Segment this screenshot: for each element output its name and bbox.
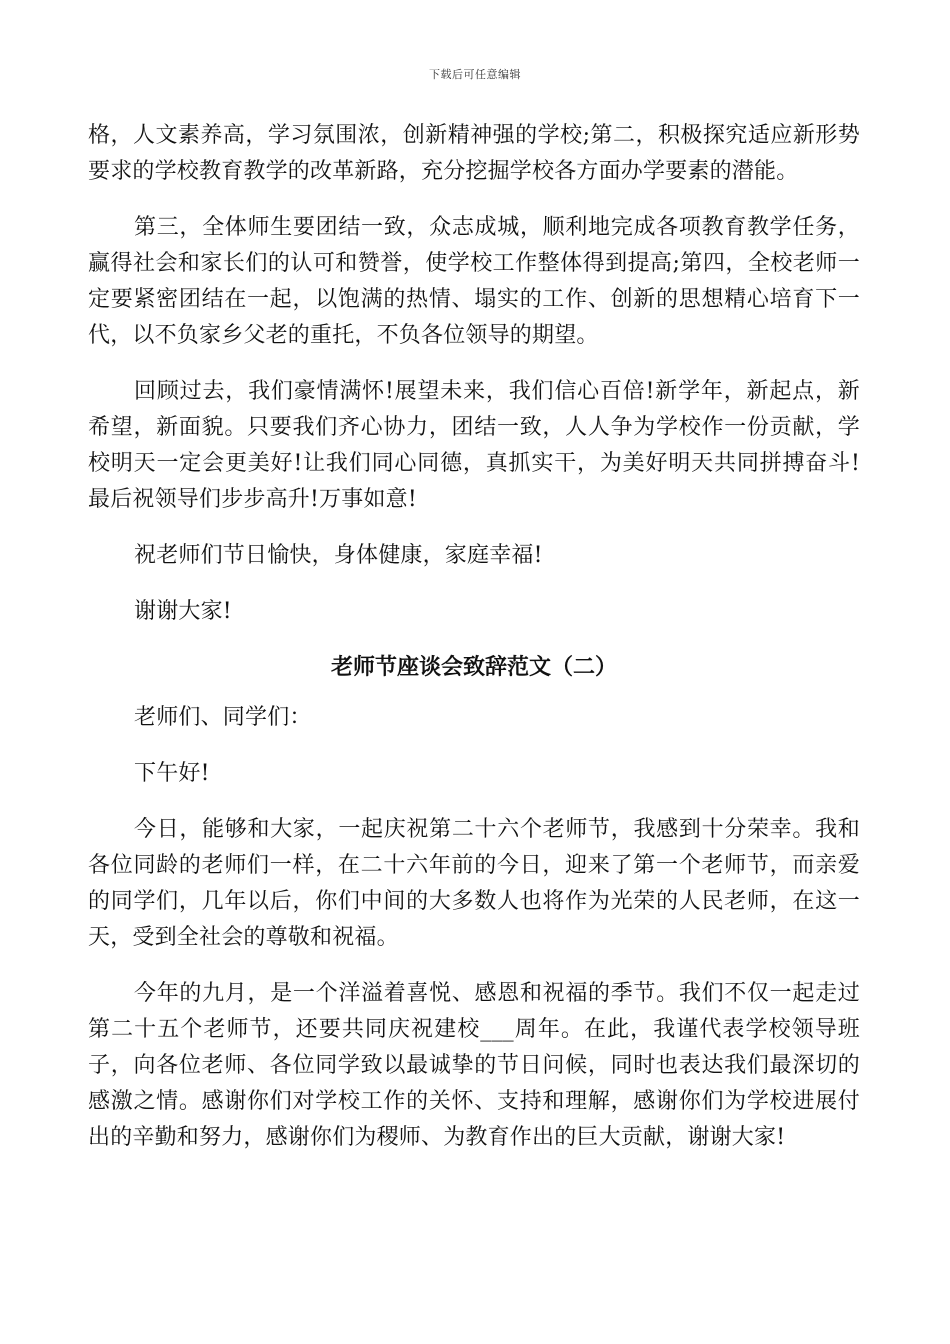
- page-header-note: 下载后可任意编辑: [429, 68, 521, 81]
- paragraph-review-outlook: 回顾过去，我们豪情满怀!展望未来，我们信心百倍!新学年，新起点，新希望，新面貌。只要我们齐心协力，团结一致，人人争为学校作一份贡献，学校明天一定会更美好!让我们同心同德，真抓实干，为美好明天共同拼搏奋斗!最后祝领导们步步高升!万事如意!: [88, 379, 860, 512]
- paragraph-salutation: 老师们、同学们：: [134, 705, 312, 730]
- document-body: [88, 118, 860, 1176]
- paragraph-blessing: 祝老师们节日愉快，身体健康，家庭幸福!: [134, 543, 543, 568]
- paragraph-thanks: 谢谢大家!: [134, 599, 232, 624]
- paragraph-continuation: 格，人文素养高，学习氛围浓，创新精神强的学校;第二，积极探究适应新形势要求的学校教育教学的改革新路，充分挖掘学校各方面办学要素的潜能。: [88, 123, 860, 184]
- paragraph-third-fourth: 第三，全体师生要团结一致，众志成城，顺利地完成各项教育教学任务，赢得社会和家长们的认可和赞誉，使学校工作整体得到提高;第四，全校老师一定要紧密团结在一起，以饱满的热情、塌实的工作、创新的思想精心培育下一代，以不负家乡父老的重托，不负各位领导的期望。: [88, 215, 860, 348]
- paragraph-greeting: 下午好!: [134, 761, 210, 786]
- paragraph-celebration: 今日，能够和大家，一起庆祝第二十六个老师节，我感到十分荣幸。我和各位同龄的老师们一样，在二十六年前的今日，迎来了第一个老师节，而亲爱的同学们，几年以后，你们中间的大多数人也将作为光荣的人民老师，在这一天，受到全社会的尊敬和祝福。: [88, 817, 860, 950]
- paragraph-september: 今年的九月，是一个洋溢着喜悦、感恩和祝福的季节。我们不仅一起走过第二十五个老师节，还要共同庆祝建校___周年。在此，我谨代表学校领导班子，向各位老师、各位同学致以最诚挚的节日问候，同时也表达我们最深切的感激之情。感谢你们对学校工作的关怀、支持和理解，感谢你们为学校进展付出的辛勤和努力，感谢你们为稷师、为教育作出的巨大贡献，谢谢大家!: [88, 981, 860, 1150]
- section-title: 老师节座谈会致辞范文（二）: [330, 655, 617, 680]
